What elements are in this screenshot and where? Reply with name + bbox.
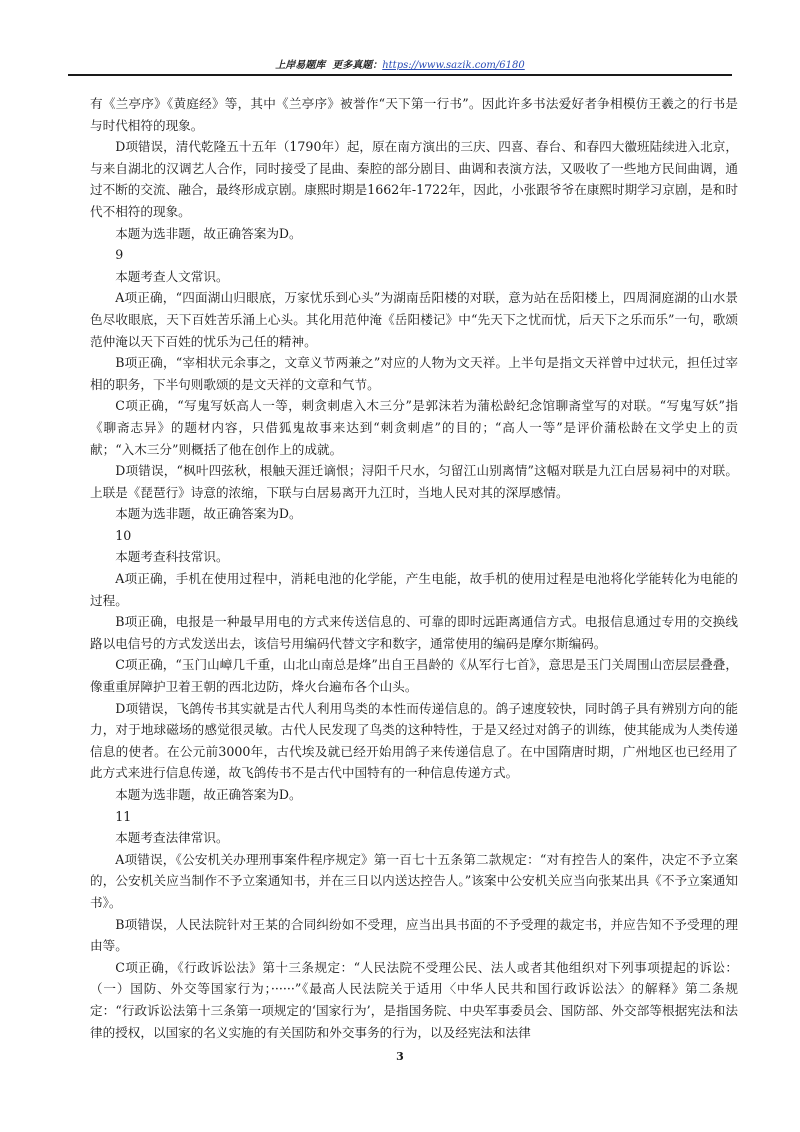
question-number: 10: [115, 527, 132, 543]
paragraph: 本题为选非题，故正确答案为D。: [115, 506, 302, 522]
paragraph: 本题考查人文常识。: [115, 268, 229, 284]
paragraph: C项正确，“玉门山嶂几千重，山北山南总是烽”出自王昌龄的《从军行七首》，意思是玉门关周围山峦层层叠叠，像重重屏障护卫着王朝的西北边防，烽火台遍布各个山头。: [90, 657, 738, 695]
source-label: 更多真题：: [332, 60, 383, 71]
question-number: 11: [115, 808, 132, 824]
paragraph: 本题为选非题，故正确答案为D。: [115, 225, 302, 241]
paragraph: D项错误，飞鸽传书其实就是古代人利用鸟类的本性而传递信息的。鸽子速度较快，同时鸽子具有辨别方向的能力，对于地球磁场的感觉很灵敏。古代人民发现了鸟类的这种特性，于是又经过对鸽子的训练，使其能成为人类传递信息的使者。在公元前3000年，古代埃及就已经开始用鸽子来传递信息了。在中国隋唐时期，广州地区也已经用了此方式来进行信息传递，故飞鸽传书不是古代中国特有的一种信息传递方式。: [90, 700, 738, 781]
paragraph: D项错误，“枫叶四弦秋，根触天涯迁谪恨；浔阳千尺水，匀留江山别离情”这幅对联是九江白居易祠中的对联。上联是《琵琶行》诗意的浓缩，下联与白居易离开九江时，当地人民对其的深厚感情。: [90, 463, 738, 500]
paragraph: A项错误，《公安机关办理刑事案件程序规定》第一百七十五条第二款规定：“对有控告人的案件，决定不予立案的，公安机关应当制作不予立案通知书，并在三日以内送达控告人。”该案中公安机关应当向张某出具《不予立案通知书》。: [90, 851, 738, 910]
source-link[interactable]: https://www.sazik.com/6180: [382, 60, 525, 71]
paragraph: 有《兰亭序》《黄庭经》等，其中《兰亭序》被誉作“天下第一行书”。因此许多书法爱好者争相模仿王羲之的行书是与时代相符的现象。: [90, 96, 738, 133]
paragraph: A项正确，手机在使用过程中，消耗电池的化学能，产生电能，故手机的使用过程是电池将化学能转化为电能的过程。: [90, 571, 738, 608]
question-number: 9: [115, 247, 124, 263]
paragraph: B项正确，“宰相状元余事之，文章义节两兼之”对应的人物为文天祥。上半句是指文天祥曾中过状元，担任过宰相的职务，下半句则歌颂的是文天祥的文章和气节。: [90, 355, 738, 392]
header-rule: [68, 74, 732, 76]
paragraph: 本题考查科技常识。: [115, 549, 229, 565]
paragraph: B项错误，人民法院针对王某的合同纠纷如不受理，应当出具书面的不予受理的裁定书，并应告知不予受理的理由等。: [90, 916, 738, 954]
paragraph: 本题考查法律常识。: [115, 830, 229, 846]
paragraph: B项正确，电报是一种最早用电的方式来传送信息的、可靠的即时远距离通信方式。电报信息通过专用的交换线路以电信号的方式发送出去，该信号用编码代替文字和数字，通常使用的编码是摩尔斯编码。: [90, 614, 738, 651]
paragraph: D项错误，清代乾隆五十五年（1790年）起，原在南方演出的三庆、四喜、春台、和春四大徽班陆续进入北京，与来自湖北的汉调艺人合作，同时接受了昆曲、秦腔的部分剧目、曲调和表演方法，又吸收了一些地方民间曲调，通过不断的交流、融合，最终形成京剧。康熙时期是1662年-1722年，因此，小张跟爷爷在康熙时期学习京剧，是和时代不相符的现象。: [90, 139, 738, 219]
site-name: 上岸易题库: [275, 60, 326, 71]
paragraph: 本题为选非题，故正确答案为D。: [115, 787, 302, 802]
paragraph: C项正确，“写鬼写妖高人一等，刺贪刺虐入木三分”是郭沫若为蒲松龄纪念馆聊斋堂写的对联。“写鬼写妖”指《聊斋志异》的题材内容，只借狐鬼故事来达到“刺贪刺虐”的目的；“高人一等”是评价蒲松龄在文学史上的贡献；“入木三分”则概括了他在创作上的成就。: [90, 398, 738, 457]
document-body: [90, 93, 738, 1043]
page-header: [72, 56, 728, 71]
paragraph: C项正确，《行政诉讼法》第十三条规定：“人民法院不受理公民、法人或者其他组织对下列事项提起的诉讼：（一）国防、外交等国家行为；······”《最高人民法院关于适用〈中华人民共和国行政诉讼法〉的解释》第二条规定：“行政诉讼法第十三条第一项规定的‘国家行为’，是指国务院、中央军事委员会、国防部、外交部等根据宪法和法律的授权，以国家的名义实施的有关国防和外交事务的行为，以及经宪法和法律: [90, 959, 738, 1040]
page-number: 3: [396, 1050, 404, 1063]
paragraph: A项正确，“四面湖山归眼底，万家忧乐到心头”为湖南岳阳楼的对联，意为站在岳阳楼上，四周洞庭湖的山水景色尽收眼底，天下百姓苦乐涌上心头。其化用范仲淹《岳阳楼记》中“先天下之忧而忧，后天下之乐而乐”一句，歌颂范仲淹以天下百姓的忧乐为己任的精神。: [90, 290, 738, 349]
